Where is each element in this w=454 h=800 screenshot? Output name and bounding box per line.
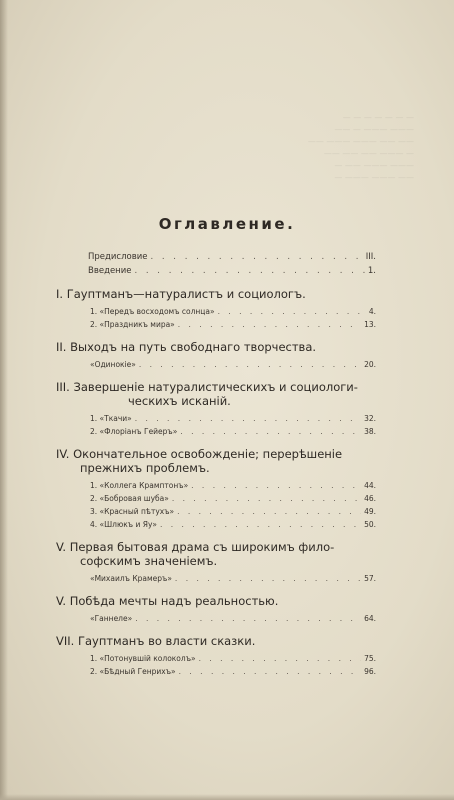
toc-page-number: III. [365,252,376,262]
chapter-title: Гауптманъ во власти сказки. [77,634,256,648]
chapter-title: Окончательное освобожденіе; перерѣшеніе [73,447,343,461]
chapter-number: I. [56,287,64,301]
toc-page-number: 4. [368,307,376,316]
chapter-title: Выходъ на путь свободнаго творчества. [70,340,317,354]
dot-leader [135,266,365,276]
chapter-title-continued: софскимъ значеніемъ. [80,554,218,568]
chapter-title: Завершеніе натуралистическихъ и социологи- [73,380,358,394]
toc-page-number: 96. [364,667,376,676]
toc-page-number: 50. [364,520,376,529]
toc-entry-label: 3. «Красный пѣтухъ» [90,507,175,516]
chapter-title-continued: ческихъ исканій. [128,394,231,408]
chapter-number: V. [56,540,67,554]
chapter-number: V. [56,594,67,608]
toc-subentry[interactable] [56,307,376,320]
toc-entry-label: Введение [88,266,132,276]
dot-leader [151,252,363,262]
chapter-title: Первая бытовая драма съ широкимъ фило- [69,540,335,554]
chapter-heading-5[interactable] [56,540,376,568]
toc-subentry[interactable] [56,507,376,520]
page-title: Оглавление. [158,215,296,233]
toc-subentry[interactable] [56,320,376,333]
toc-page-number: 44. [364,481,376,490]
dot-leader [139,360,361,369]
dot-leader [175,574,361,583]
toc-entry-label: 2. «Бѣдный Генрихъ» [90,667,176,676]
toc-page-number: 75. [364,654,376,663]
toc-page-number: 57. [364,574,376,583]
toc-page-number: 13. [364,320,376,329]
dot-leader [135,614,361,623]
toc-subentry[interactable] [56,614,376,627]
page-bottom-shadow [0,794,454,800]
dot-leader [179,667,361,676]
toc-entry-label: 1. «Ткачи» [90,414,132,423]
toc-subentry[interactable] [56,494,376,507]
chapter-heading-1[interactable] [56,287,376,301]
chapter-number: IV. [56,447,70,461]
chapter-heading-2[interactable] [56,340,376,354]
dot-leader [178,320,361,329]
toc-subentry[interactable] [56,481,376,494]
chapter-number: VII. [56,634,75,648]
toc-page-number: 46. [364,494,376,503]
chapter-heading-7[interactable] [56,634,376,648]
chapter-title-continued: прежнихъ проблемъ. [80,461,210,475]
toc-page-number: 32. [364,414,376,423]
toc-entry-label: 1. «Передъ восходомъ солнца» [90,307,215,316]
toc-subentry[interactable] [56,667,376,680]
chapter-heading-4[interactable] [56,447,376,475]
toc-entry-label: «Михаилъ Крамеръ» [90,574,172,583]
chapter-heading-3[interactable] [56,380,376,408]
chapter-number: II. [56,340,67,354]
table-of-contents [56,252,376,680]
toc-entry-label: 2. «Бобровая шуба» [90,494,169,503]
chapter-heading-6[interactable] [56,594,376,608]
dot-leader [180,427,361,436]
toc-entry-label: 2. «Флоріанъ Гейеръ» [90,427,178,436]
toc-entry-label: 2. «Праздникъ мира» [90,320,175,329]
toc-subentry[interactable] [56,427,376,440]
toc-page-number: 38. [364,427,376,436]
toc-subentry[interactable] [56,574,376,587]
dot-leader [172,494,361,503]
toc-entry-introduction[interactable] [56,266,376,280]
chapter-title: Побѣда мечты надъ реальностью. [69,594,279,608]
bleed-through-text: — — — — — — — ——— ——— — —— —— —— ——— ——— —— — ——— —— —— —— ——— ——— —— — —— ——— ——— — [307,113,414,182]
page-edge-shadow [0,0,8,800]
toc-entry-label: 4. «Шлюкъ и Яу» [90,520,157,529]
toc-page-number: 20. [364,360,376,369]
dot-leader [177,507,361,516]
toc-subentry[interactable] [56,360,376,373]
chapter-number: III. [56,380,70,394]
toc-entry-label: «Одинокіе» [90,360,136,369]
toc-entry-preface[interactable] [56,252,376,266]
dot-leader [199,654,361,663]
toc-subentry[interactable] [56,520,376,533]
dot-leader [218,307,366,316]
dot-leader [160,520,361,529]
toc-entry-label: Предисловие [88,252,148,262]
toc-subentry[interactable] [56,414,376,427]
toc-entry-label: 1. «Коллега Крамптонъ» [90,481,189,490]
toc-entry-label: 1. «Потонувшій колоколъ» [90,654,196,663]
dot-leader [135,414,361,423]
toc-page-number: 49. [364,507,376,516]
toc-page-number: 1. [367,266,376,276]
toc-entry-label: «Ганнеле» [90,614,133,623]
dot-leader [191,481,361,490]
toc-subentry[interactable] [56,654,376,667]
toc-page-number: 64. [364,614,376,623]
chapter-title: Гауптманъ—натуралистъ и социологъ. [66,287,306,301]
